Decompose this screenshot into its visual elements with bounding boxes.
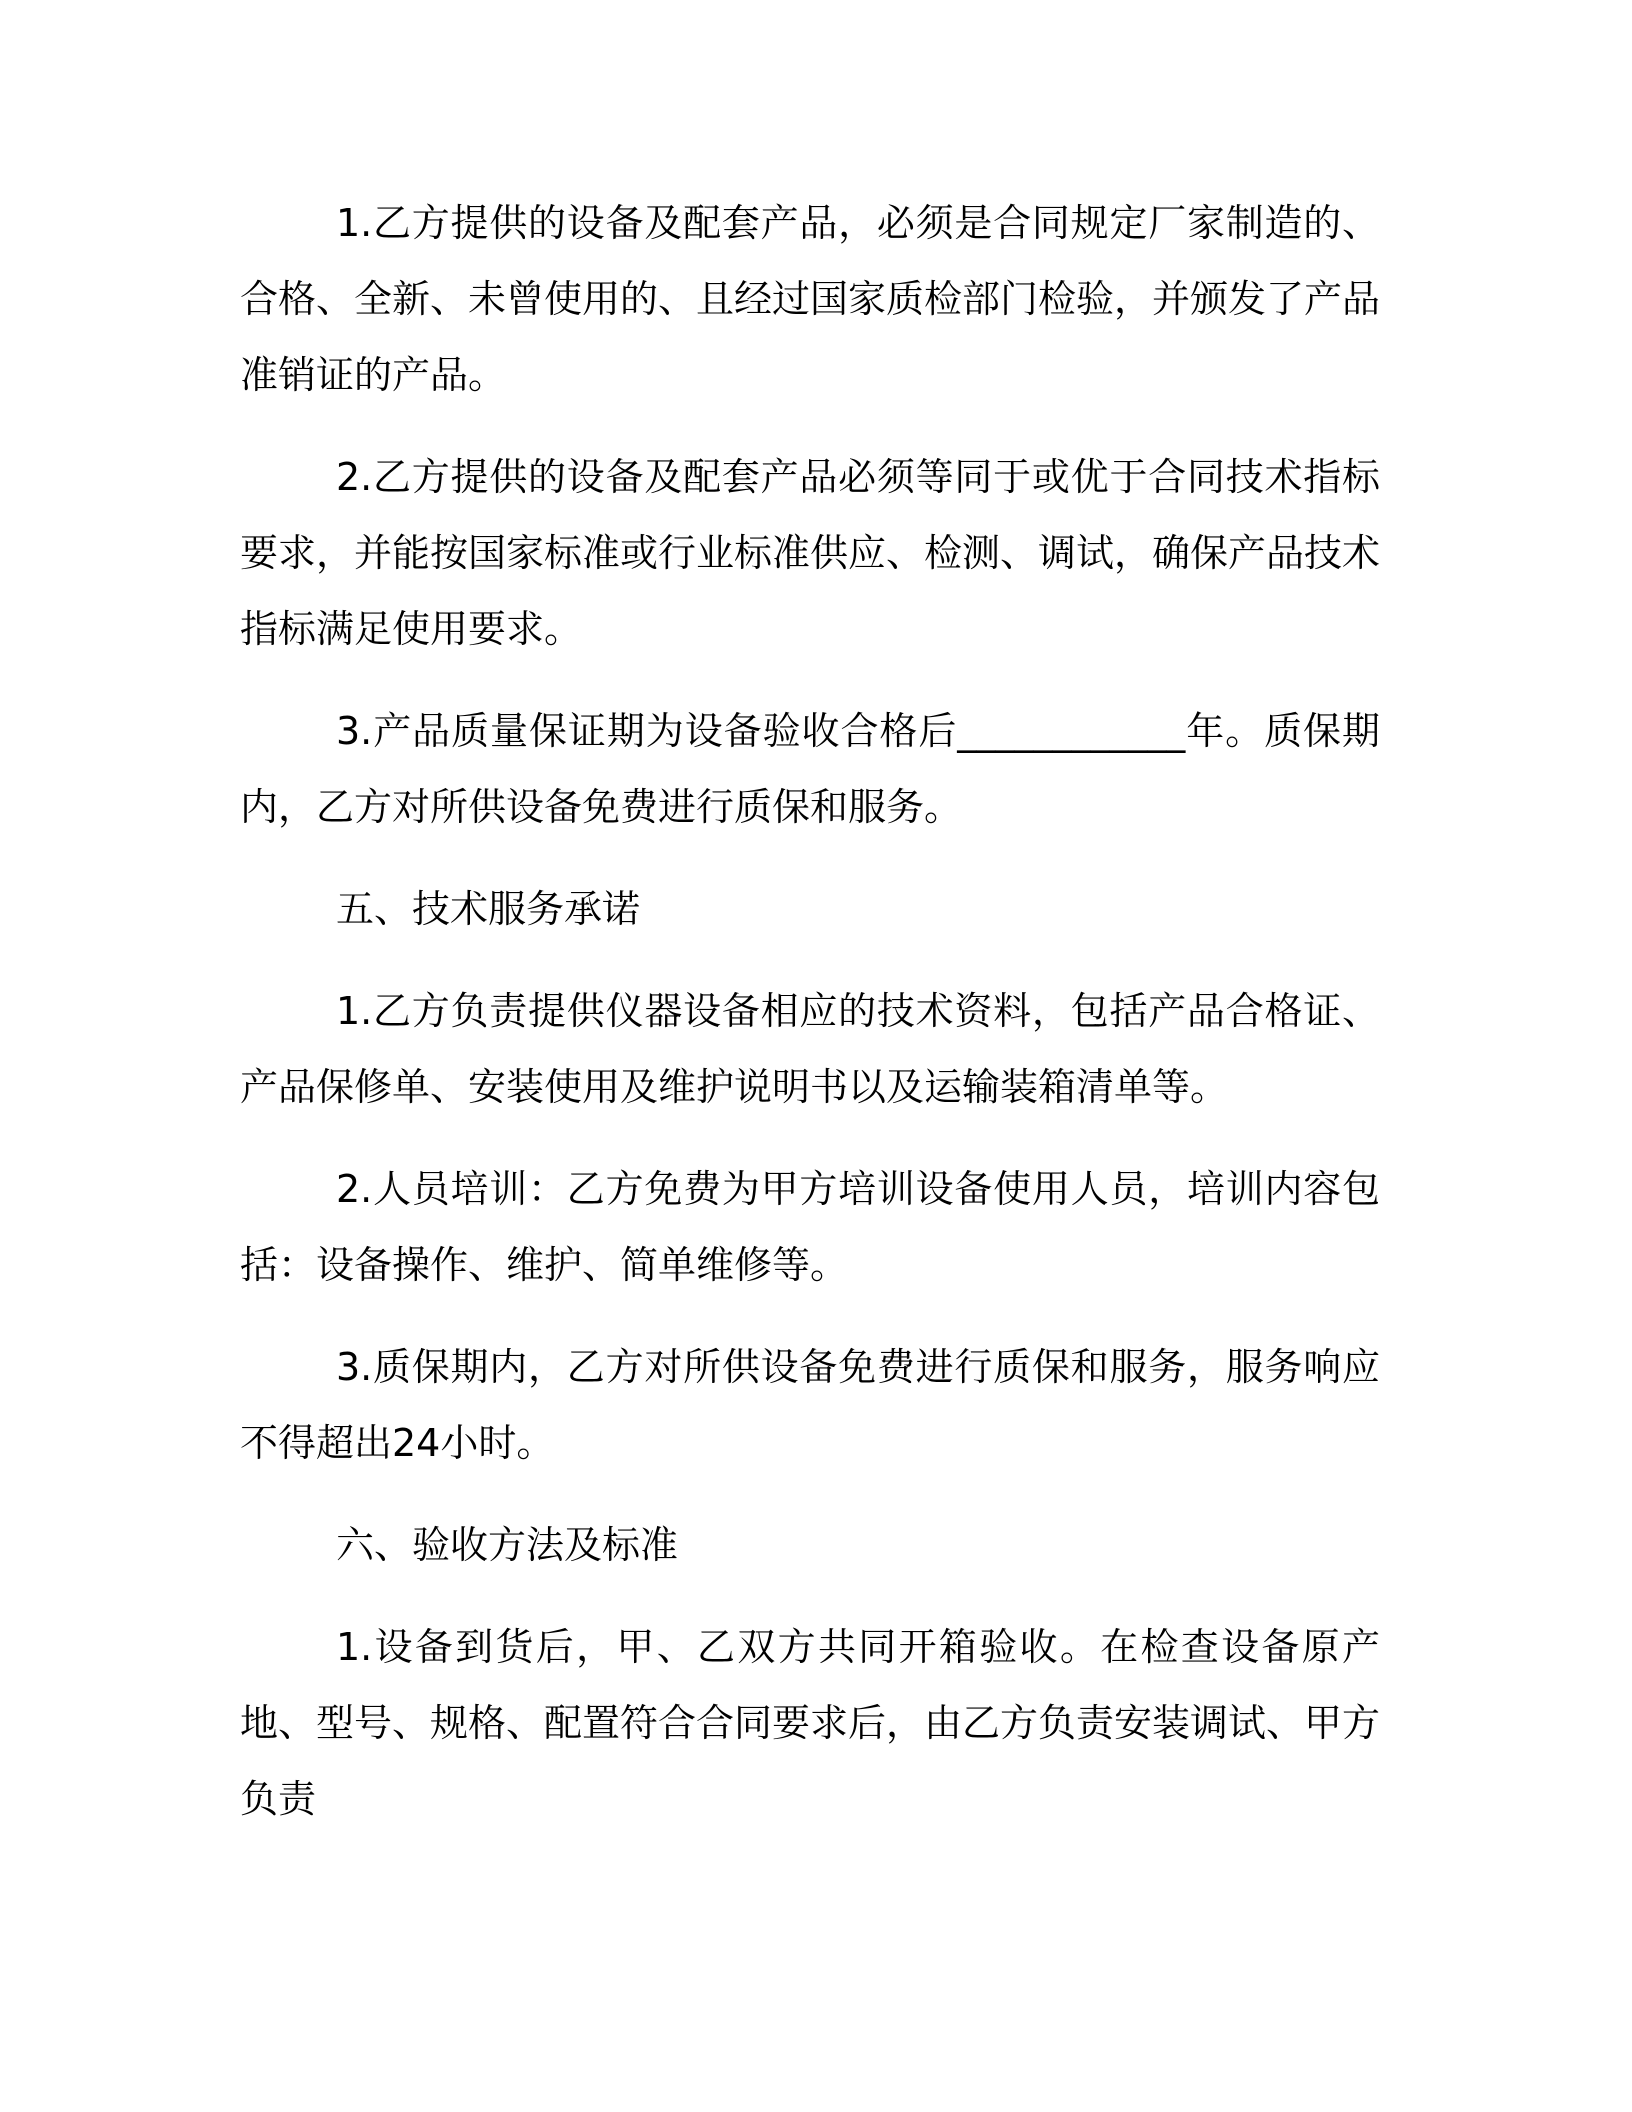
clause-4-1-paragraph: 1.乙方提供的设备及配套产品，必须是合同规定厂家制造的、合格、全新、未曾使用的、且经过国家质检部门检验，并颁发了产品准销证的产品。 <box>240 201 1381 397</box>
clause-4-2-paragraph: 2.乙方提供的设备及配套产品必须等同于或优于合同技术指标要求，并能按国家标准或行业标准供应、检测、调试，确保产品技术指标满足使用要求。 <box>240 455 1381 651</box>
section-6-heading: 六、验收方法及标准 <box>336 1523 679 1567</box>
clause-4-3-paragraph: 3.产品质量保证期为设备验收合格后____________年。质保期内，乙方对所供设备免费进行质保和服务。 <box>240 709 1380 829</box>
clause-5-3-paragraph: 3.质保期内，乙方对所供设备免费进行质保和服务，服务响应不得超出24小时。 <box>240 1345 1380 1465</box>
clause-5-1-paragraph: 1.乙方负责提供仪器设备相应的技术资料，包括产品合格证、产品保修单、安装使用及维护说明书以及运输装箱清单等。 <box>240 989 1380 1109</box>
section-5-heading: 五、技术服务承诺 <box>336 887 641 931</box>
clause-6-1-paragraph: 1.设备到货后，甲、乙双方共同开箱验收。在检查设备原产地、型号、规格、配置符合合同要求后，由乙方负责安装调试、甲方负责 <box>240 1625 1381 1821</box>
clause-5-2-paragraph: 2.人员培训：乙方免费为甲方培训设备使用人员，培训内容包括：设备操作、维护、简单维修等。 <box>240 1167 1380 1287</box>
document-body <box>240 185 1380 1863</box>
